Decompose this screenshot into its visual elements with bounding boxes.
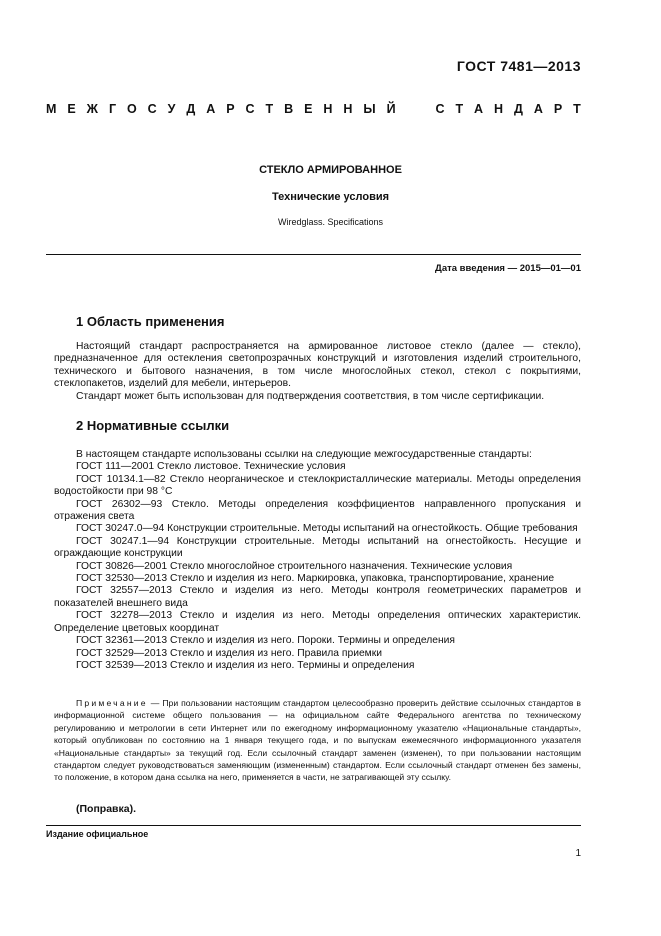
banner-letter: М (46, 102, 57, 116)
references-note (54, 697, 581, 784)
official-edition-label: Издание официальное (46, 829, 149, 839)
banner-letter: Н (323, 102, 333, 116)
note-label: Примечание (76, 698, 148, 708)
banner-letter: Н (494, 102, 504, 116)
reference-item: ГОСТ 32539—2013 Стекло и изделия из него. Термины и определения (76, 659, 415, 671)
banner-letter: Т (455, 102, 464, 116)
reference-item: ГОСТ 26302—93 Стекло. Методы определения коэффициентов направленного пропускания и отражения света (54, 498, 581, 523)
note-text: — При пользовании настоящим стандартом целесообразно проверить действие ссылочных стандартов в информационной системе общего пользования — на официальном сайте Федерального агентства по техническому регулированию и метрологии в сети Интернет или по ежегодному информационному указателю «Национальные стандарты», который опубликован по состоянию на 1 января текущего года, и по выпускам ежемесячного информационного указателя «Национальные стандарты» за текущий год. Если ссылочный стандарт заменен (изменен), то при пользовании настоящим стандартом следует руководствоваться заменяющим (измененным) стандартом. Если ссылочный стандарт отменен без замены, то положение, в котором дана ссылка на него, применяется в части, не затрагивающей эту ссылку. (54, 698, 581, 783)
interstate-standard-banner (46, 102, 581, 116)
reference-item: ГОСТ 30826—2001 Стекло многослойное строительного назначения. Технические условия (76, 560, 513, 572)
standard-number: ГОСТ 7481—2013 (456, 58, 581, 74)
banner-letter: Й (386, 102, 396, 116)
reference-item: ГОСТ 32557—2013 Стекло и изделия из него. Методы контроля геометрических параметров и показателей внешнего вида (54, 585, 581, 609)
banner-letter: О (126, 102, 137, 116)
english-title: Wiredglass. Specifications (277, 217, 384, 227)
banner-letter: Г (108, 102, 117, 116)
banner-letter: Н (343, 102, 353, 116)
amendment-mark: (Поправка). (76, 803, 137, 815)
banner-letter: Ж (86, 102, 98, 116)
document-title: СТЕКЛО АРМИРОВАННОЕ (259, 164, 402, 176)
reference-item: ГОСТ 30247.0—94 Конструкции строительные. Методы испытаний на огнестойкость. Общие требования (76, 523, 578, 535)
reference-item: ГОСТ 30247.1—94 Конструкции строительные. Методы испытаний на огнестойкость. Несущие и ограждающие конструкции (54, 535, 581, 560)
reference-item: ГОСТ 111—2001 Стекло листовое. Технические условия (76, 461, 346, 473)
banner-letter: А (474, 102, 484, 116)
banner-letter: Т (265, 102, 274, 116)
reference-item: ГОСТ 32361—2013 Стекло и изделия из него. Пороки. Термины и определения (76, 635, 456, 647)
reference-item: ГОСТ 10134.1—82 Стекло неорганическое и стеклокристаллические материалы. Методы определения водостойкости при 98 °С (54, 473, 581, 498)
page-number: 1 (575, 848, 581, 859)
reference-item: ГОСТ 32530—2013 Стекло и изделия из него. Маркировка, упаковка, транспортирование, хранение (76, 573, 555, 585)
section-1-body (54, 341, 581, 403)
banner-letter: Д (186, 102, 196, 116)
banner-letter: С (435, 102, 445, 116)
banner-letter: Ы (363, 102, 376, 116)
section-1-heading: 1 Область применения (76, 314, 225, 329)
banner-word-gap (407, 102, 425, 116)
banner-letter: У (167, 102, 176, 116)
reference-item: ГОСТ 32278—2013 Стекло и изделия из него. Методы определения оптических характеристик. Определение цветовых координат (54, 610, 581, 634)
footer-divider (46, 825, 581, 826)
section-2-heading: 2 Нормативные ссылки (76, 418, 230, 433)
banner-letter: Т (573, 102, 581, 116)
document-subtitle: Технические условия (271, 191, 390, 203)
reference-item: ГОСТ 32529—2013 Стекло и изделия из него. Правила приемки (76, 647, 383, 659)
references-intro: В настоящем стандарте использованы ссылки на следующие межгосударственные стандарты: (76, 449, 532, 460)
banner-letter: Е (304, 102, 313, 116)
banner-letter: А (533, 102, 543, 116)
title-divider (46, 254, 581, 255)
banner-letter: Е (67, 102, 76, 116)
banner-letter: Р (553, 102, 563, 116)
section-2-body (54, 449, 581, 672)
banner-letter: Р (226, 102, 235, 116)
paragraph: Стандарт может быть использован для подтверждения соответствия, в том числе сертификации. (76, 390, 545, 402)
banner-letter: Д (514, 102, 523, 116)
banner-letter: В (284, 102, 294, 116)
paragraph: Настоящий стандарт распространяется на армированное листовое стекло (далее — стекло), предназначенное для остекления светопрозрачных конструкций и изготовления изделий строительного, технического и бытового назначения, в том числе многослойных стекол, стекол с покрытиями, стеклопакетов, изделий для мебели, интерьеров. (54, 341, 581, 390)
banner-letter: А (206, 102, 216, 116)
banner-letter: С (245, 102, 255, 116)
banner-letter: С (147, 102, 157, 116)
introduction-date: Дата введения — 2015—01—01 (435, 263, 581, 274)
